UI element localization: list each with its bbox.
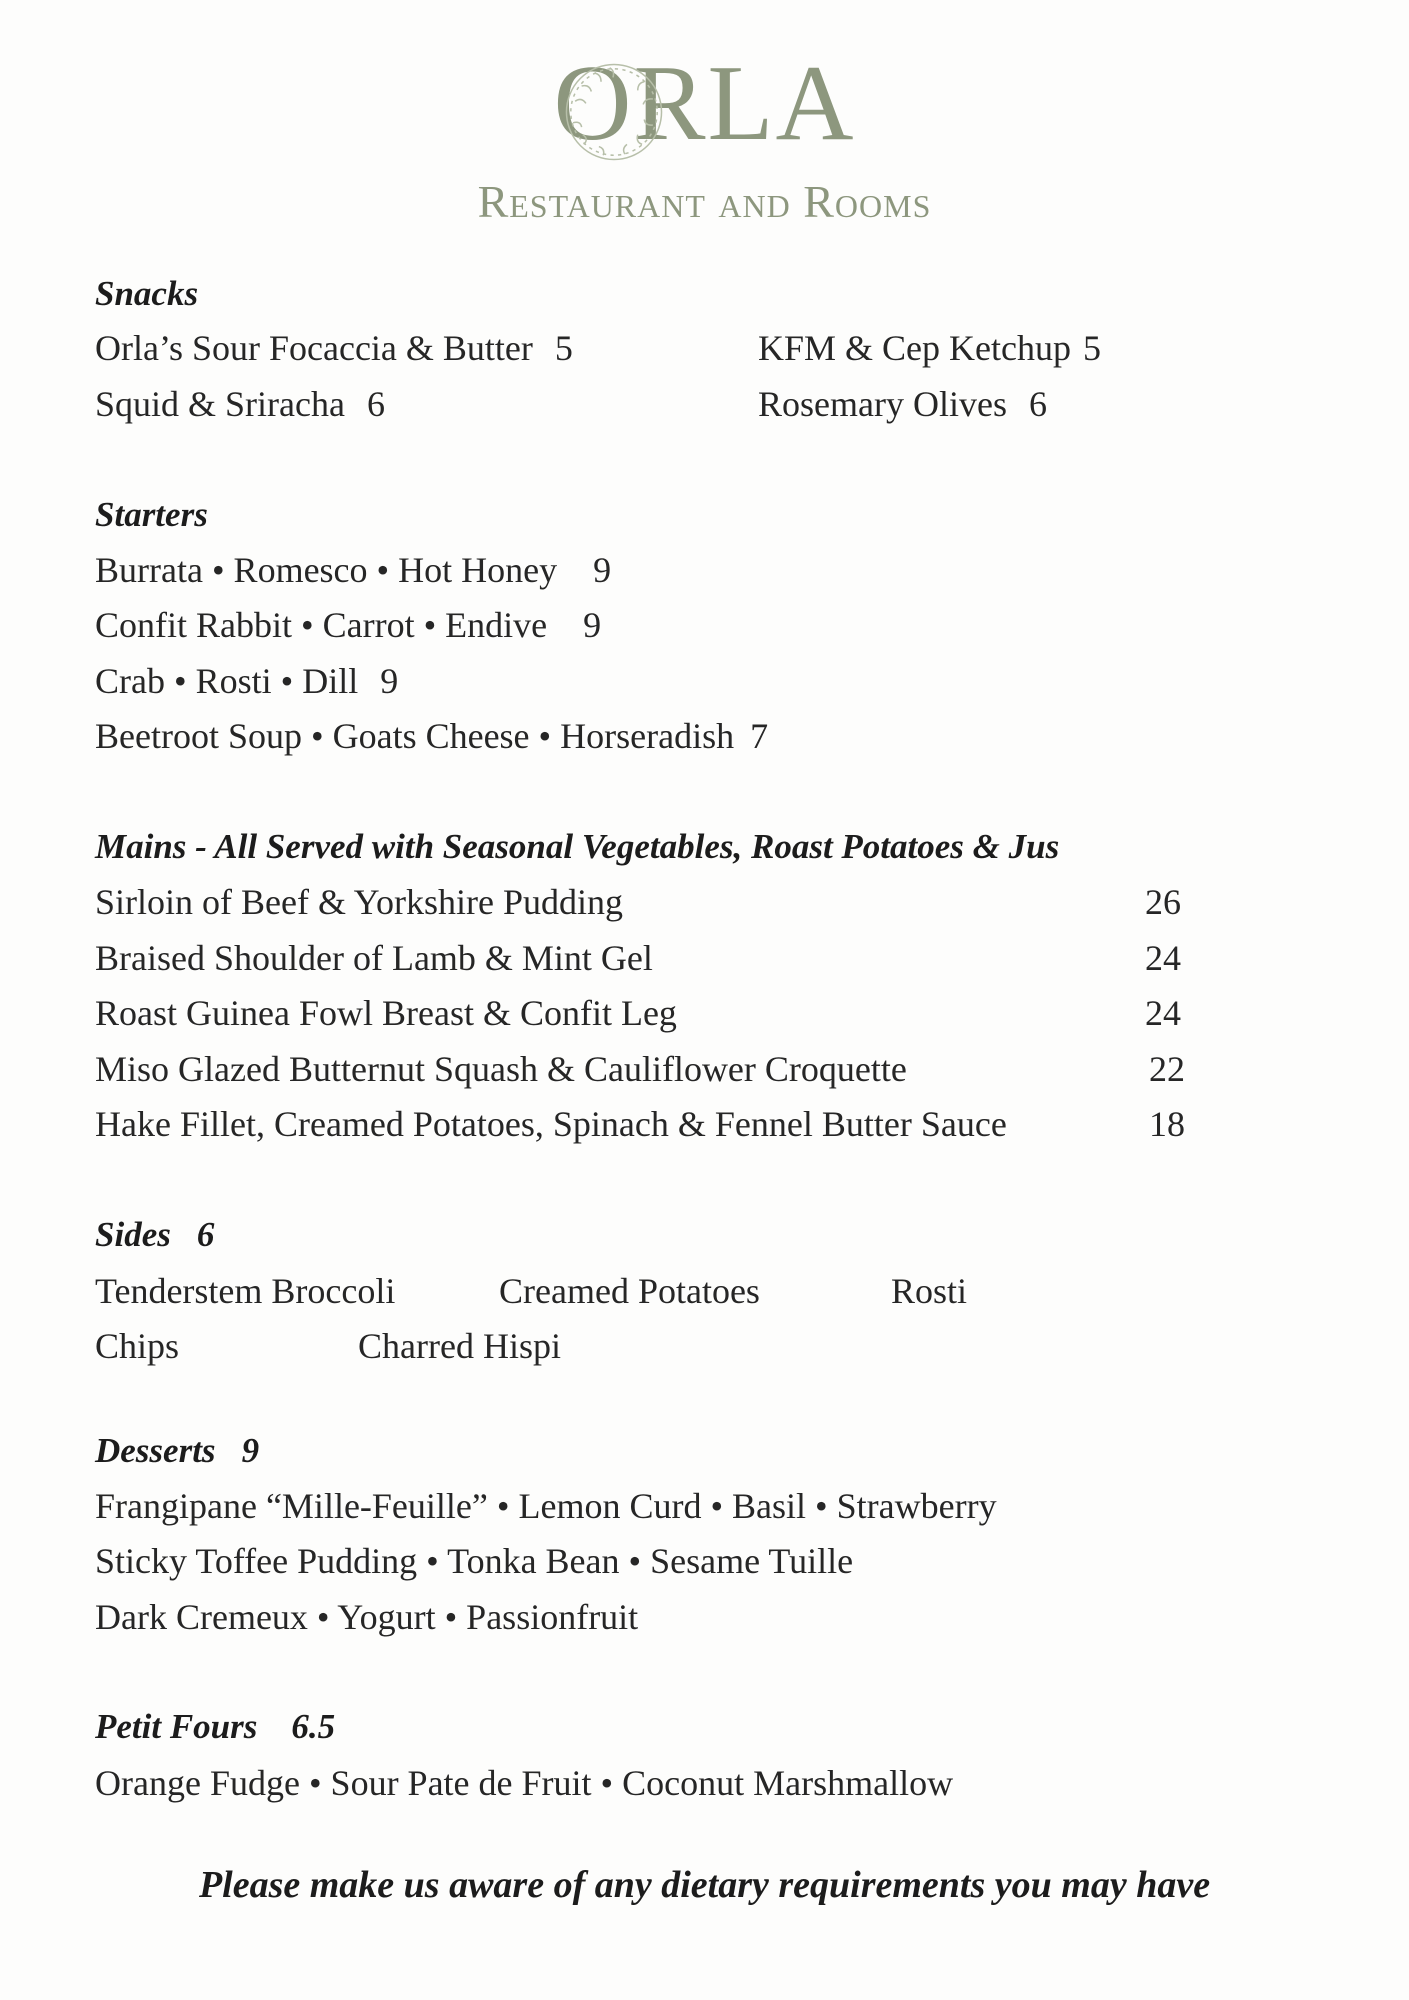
item-price: 9 xyxy=(380,661,399,701)
dessert-item: Frangipane “Mille-Feuille” • Lemon Curd • Basil • Strawberry xyxy=(95,1486,997,1526)
menu-item xyxy=(95,547,611,593)
item-name: Crab • Rosti • Dill xyxy=(95,661,359,701)
section-title: Mains - All Served with Seasonal Vegetables, Roast Potatoes & Jus xyxy=(95,827,1060,866)
side-item: Tenderstem Broccoli xyxy=(95,1271,396,1311)
sides-heading xyxy=(95,1213,214,1257)
side-item: Creamed Potatoes xyxy=(499,1271,760,1311)
logo-text: ORLA xyxy=(553,44,856,163)
mains-heading xyxy=(95,825,1059,869)
item-price: 24 xyxy=(1145,938,1181,978)
section-price: 6 xyxy=(196,1215,215,1254)
section-price: 9 xyxy=(241,1431,260,1470)
item-name: Beetroot Soup • Goats Cheese • Horseradish xyxy=(95,716,735,756)
item-price: 24 xyxy=(1145,993,1181,1033)
section-title: Petit Fours xyxy=(95,1707,258,1746)
menu-item xyxy=(95,602,601,648)
logo-wordmark xyxy=(554,44,856,164)
item-name: Roast Guinea Fowl Breast & Confit Leg xyxy=(95,993,677,1033)
item-name: Miso Glazed Butternut Squash & Cauliflower Croquette xyxy=(95,1049,907,1089)
item-name: Squid & Sriracha xyxy=(95,384,345,424)
section-title: Desserts xyxy=(95,1431,216,1470)
item-price: 7 xyxy=(750,716,769,756)
dietary-note: Please make us aware of any dietary requirements you may have xyxy=(198,1864,1211,1906)
side-item: Chips xyxy=(95,1326,180,1366)
dessert-item: Sticky Toffee Pudding • Tonka Bean • Sesame Tuille xyxy=(95,1541,854,1581)
item-name: Orla’s Sour Focaccia & Butter xyxy=(95,328,533,368)
menu-item xyxy=(95,1101,1007,1147)
menu-item xyxy=(95,879,623,925)
item-name: Confit Rabbit • Carrot • Endive xyxy=(95,605,548,645)
item-name: Burrata • Romesco • Hot Honey xyxy=(95,550,558,590)
item-price: 5 xyxy=(554,328,573,368)
menu-item xyxy=(95,1046,907,1092)
menu-item xyxy=(95,990,677,1036)
menu-item xyxy=(95,325,573,371)
subtitle: Restaurant and Rooms xyxy=(477,176,932,227)
logo xyxy=(0,44,1409,164)
item-name: Rosemary Olives xyxy=(758,384,1007,424)
item-name: Hake Fillet, Creamed Potatoes, Spinach & Fennel Butter Sauce xyxy=(95,1104,1007,1144)
item-price: 26 xyxy=(1145,882,1181,922)
item-price: 6 xyxy=(366,384,385,424)
menu-item xyxy=(758,325,1101,371)
snacks-heading xyxy=(95,272,198,316)
item-price: 9 xyxy=(583,605,602,645)
starters-heading xyxy=(95,493,208,537)
item-price: 18 xyxy=(1149,1104,1185,1144)
section-title: Starters xyxy=(95,495,208,534)
menu-item xyxy=(758,381,1047,427)
dessert-item: Dark Cremeux • Yogurt • Passionfruit xyxy=(95,1597,639,1637)
item-price: 6 xyxy=(1028,384,1047,424)
item-name: Braised Shoulder of Lamb & Mint Gel xyxy=(95,938,653,978)
menu-item xyxy=(95,713,768,759)
item-name: Sirloin of Beef & Yorkshire Pudding xyxy=(95,882,624,922)
menu-item xyxy=(95,658,398,704)
section-title: Snacks xyxy=(95,274,199,313)
side-item: Rosti xyxy=(891,1271,968,1311)
item-price: 5 xyxy=(1082,328,1101,368)
petit-fours-heading xyxy=(95,1705,335,1749)
side-item: Charred Hispi xyxy=(358,1326,561,1366)
section-price: 6.5 xyxy=(291,1707,336,1746)
item-price: 9 xyxy=(593,550,612,590)
section-title: Sides xyxy=(95,1215,171,1254)
wreath-icon xyxy=(560,58,668,166)
desserts-heading xyxy=(95,1429,259,1473)
item-price: 22 xyxy=(1149,1049,1185,1089)
petit-fours-item: Orange Fudge • Sour Pate de Fruit • Coconut Marshmallow xyxy=(95,1763,954,1803)
item-name: KFM & Cep Ketchup xyxy=(758,328,1071,368)
menu-item xyxy=(95,935,653,981)
menu-item xyxy=(95,381,385,427)
